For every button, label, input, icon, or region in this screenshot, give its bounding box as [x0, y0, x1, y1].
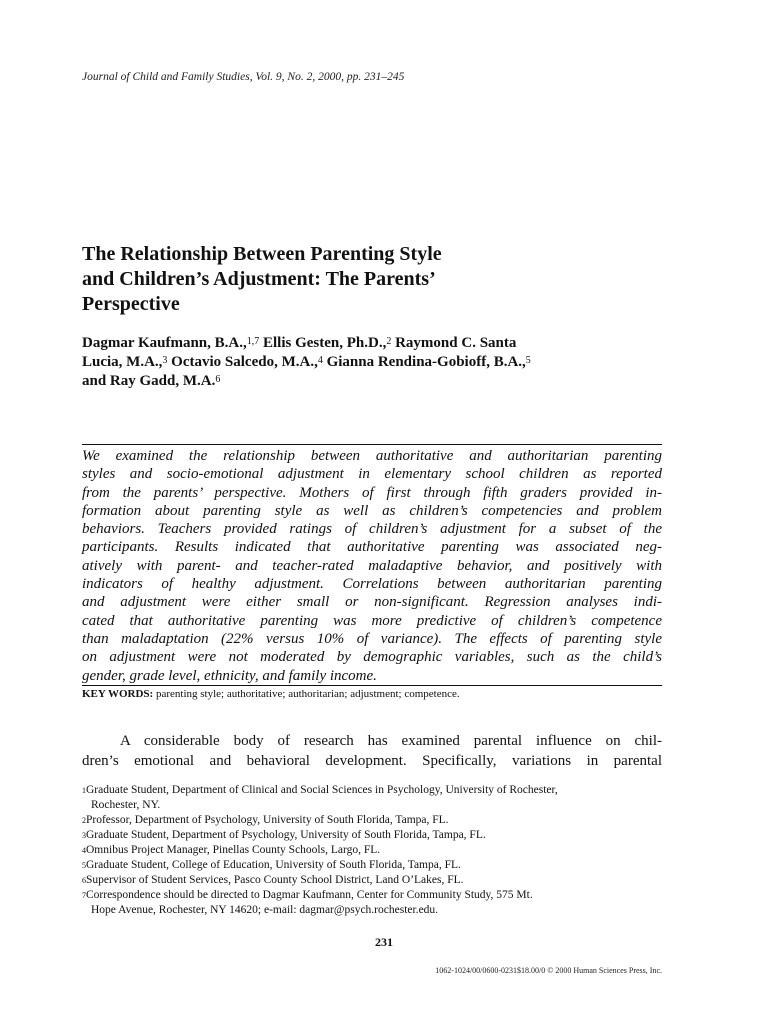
journal-citation: Journal of Child and Family Studies, Vol. 9, No. 2, 2000, pp. 231–245: [82, 71, 405, 83]
footnote-text: Graduate Student, Department of Clinical and Social Sciences in Psychology, University of Rochester,: [86, 784, 558, 796]
abstract-line: cated that authoritative parenting was more predictive of children’s competence: [82, 612, 662, 629]
abstract-line: from the parents’ perspective. Mothers of first through fifth graders provided in-: [82, 484, 662, 501]
body-text: [82, 731, 662, 771]
author-name: Ellis Gesten, Ph.D.,: [259, 335, 387, 351]
page-number: 231: [375, 935, 393, 949]
footnote: [82, 888, 664, 918]
affiliation-marker: 2: [386, 336, 392, 347]
affiliation-marker: 3: [162, 355, 168, 366]
body-line: A considerable body of research has examined parental influence on chil-: [120, 733, 662, 749]
footnotes: [82, 783, 664, 918]
footnote: [82, 783, 664, 813]
footnote-text: Graduate Student, College of Education, University of South Florida, Tampa, FL.: [86, 859, 461, 871]
abstract-line: behaviors. Teachers provided ratings of children’s adjustment for a subset of the: [82, 521, 662, 538]
title-line: Perspective: [82, 293, 180, 315]
footnote-number: 2: [82, 816, 86, 825]
body-line: dren’s emotional and behavioral development. Specifically, variations in parental: [82, 753, 662, 769]
abstract-bottom-rule: [82, 685, 662, 686]
author-name: Raymond C. Santa: [391, 335, 517, 351]
author-line: [82, 334, 672, 353]
abstract-line: on adjustment were not moderated by demographic variables, such as the child’s: [82, 649, 662, 666]
footnote-text: Graduate Student, Department of Psychology, University of South Florida, Tampa, FL.: [86, 829, 486, 841]
affiliation-marker: 4: [317, 355, 323, 366]
author-name: Gianna Rendina-Gobioff, B.A.,: [322, 354, 526, 370]
keywords-label: KEY WORDS:: [82, 688, 154, 700]
abstract-line: gender, grade level, ethnicity, and family income.: [82, 667, 377, 684]
footnote-text: Professor, Department of Psychology, University of South Florida, Tampa, FL.: [86, 814, 449, 826]
author-name: and Ray Gadd, M.A.: [82, 373, 216, 389]
title-line: and Children’s Adjustment: The Parents’: [82, 268, 436, 290]
abstract-line: than maladaptation (22% versus 10% of variance). The effects of parenting style: [82, 630, 662, 647]
footnote: [82, 813, 664, 828]
abstract-line: formation about parenting style as well as children’s competencies and problem: [82, 502, 662, 519]
footnote-number: 7: [82, 891, 86, 900]
keywords-text: parenting style; authoritative; authoritarian; adjustment; competence.: [153, 688, 460, 700]
copyright-line: 1062-1024/00/0600-0231$18.00/0 © 2000 Human Sciences Press, Inc.: [435, 966, 662, 975]
footnote: [82, 843, 664, 858]
keywords: [82, 688, 682, 700]
footnote-number: 4: [82, 846, 86, 855]
footnote-text: Omnibus Project Manager, Pinellas County Schools, Largo, FL.: [86, 844, 381, 856]
footnote-number: 3: [82, 831, 86, 840]
author-name: Lucia, M.A.,: [82, 354, 163, 370]
footnote-number: 1: [82, 786, 86, 795]
footnote: [82, 873, 664, 888]
footnote-text: Supervisor of Student Services, Pasco County School District, Land O’Lakes, FL.: [86, 874, 464, 886]
footnote-number: 6: [82, 876, 86, 885]
author-line: [82, 353, 672, 372]
affiliation-marker: 6: [215, 374, 221, 385]
paper-title: [82, 242, 642, 317]
author-list: [82, 334, 672, 391]
abstract-line: styles and socio-emotional adjustment in elementary school children as reported: [82, 466, 662, 483]
footnote: [82, 828, 664, 843]
footnote-number: 5: [82, 861, 86, 870]
footnote-text: Hope Avenue, Rochester, NY 14620; e-mail: dagmar@psych.rochester.edu.: [91, 904, 439, 916]
abstract: [82, 447, 662, 685]
affiliation-marker: 1,7: [246, 336, 260, 347]
author-name: Octavio Salcedo, M.A.,: [167, 354, 318, 370]
abstract-line: participants. Results indicated that authoritative parenting was associated neg-: [82, 539, 662, 556]
author-line: [82, 372, 672, 391]
abstract-top-rule: [82, 444, 662, 445]
abstract-line: atively with parent- and teacher-rated maladaptive behavior, and positively with: [82, 557, 662, 574]
author-name: Dagmar Kaufmann, B.A.,: [82, 335, 247, 351]
footnote-text: Correspondence should be directed to Dagmar Kaufmann, Center for Community Study, 575 Mt.: [86, 889, 533, 901]
abstract-line: We examined the relationship between authoritative and authoritarian parenting: [82, 448, 662, 464]
abstract-line: and adjustment were either small or non-significant. Regression analyses indi-: [82, 594, 662, 611]
affiliation-marker: 5: [525, 355, 531, 366]
abstract-line: indicators of healthy adjustment. Correlations between authoritarian parenting: [82, 576, 662, 593]
footnote-text: Rochester, NY.: [91, 799, 161, 811]
title-line: The Relationship Between Parenting Style: [82, 243, 442, 265]
footnote: [82, 858, 664, 873]
